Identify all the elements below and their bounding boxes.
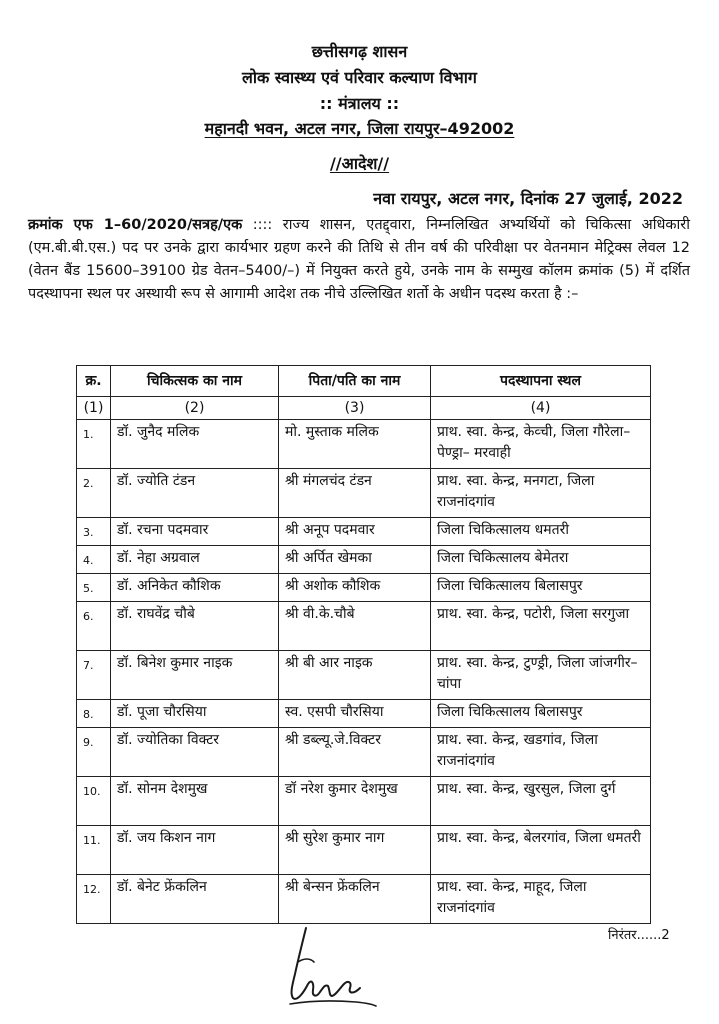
- row-doctor-name: डॉ. पूजा चौरसिया: [111, 700, 279, 728]
- row-parent-name: मो. मुस्ताक मलिक: [279, 420, 431, 469]
- govt-name: छत्तीसगढ़ शासन: [311, 42, 408, 61]
- row-posting: जिला चिकित्सालय बिलासपुर: [431, 700, 651, 728]
- row-parent-name: श्री अनूप पदमवार: [279, 518, 431, 546]
- row-parent-name: श्री बी आर नाइक: [279, 651, 431, 700]
- ministry-label: :: मंत्रालय ::: [319, 94, 400, 113]
- row-sno: 7.: [77, 651, 111, 700]
- row-posting: प्राथ. स्वा. केन्द्र, खडगांव, जिला राजनांदगांव: [431, 728, 651, 777]
- header-doctor-name: चिकित्सक का नाम: [111, 366, 279, 397]
- row-doctor-name: डॉ. ज्योति टंडन: [111, 469, 279, 518]
- row-parent-name: श्री सुरेश कुमार नाग: [279, 826, 431, 875]
- header-parent-name: पिता/पति का नाम: [279, 366, 431, 397]
- table-row: [77, 700, 651, 728]
- colnum-1: (1): [77, 397, 111, 420]
- office-address: महानदी भवन, अटल नगर, जिला रायपुर–492002: [204, 119, 515, 138]
- row-posting: जिला चिकित्सालय बिलासपुर: [431, 574, 651, 602]
- row-doctor-name: डॉ. जय किशन नाग: [111, 826, 279, 875]
- row-sno: 1.: [77, 420, 111, 469]
- order-paragraph: [28, 214, 690, 306]
- colnum-3: (3): [279, 397, 431, 420]
- table-row: [77, 469, 651, 518]
- row-posting: प्राथ. स्वा. केन्द्र, माहूद, जिला राजनांदगांव: [431, 875, 651, 924]
- row-doctor-name: डॉ. जुनैद मलिक: [111, 420, 279, 469]
- header-posting-place: पदस्थापना स्थल: [431, 366, 651, 397]
- continuation-note: निरंतर......2: [608, 928, 670, 943]
- row-sno: 11.: [77, 826, 111, 875]
- row-posting: प्राथ. स्वा. केन्द्र, खुरसुल, जिला दुर्ग: [431, 777, 651, 826]
- row-doctor-name: डॉ. राघवेंद्र चौबे: [111, 602, 279, 651]
- table-row: [77, 875, 651, 924]
- row-sno: 9.: [77, 728, 111, 777]
- row-doctor-name: डॉ. अनिकेत कौशिक: [111, 574, 279, 602]
- row-doctor-name: डॉ. नेहा अग्रवाल: [111, 546, 279, 574]
- row-sno: 4.: [77, 546, 111, 574]
- row-sno: 3.: [77, 518, 111, 546]
- row-doctor-name: डॉ. बिनेश कुमार नाइक: [111, 651, 279, 700]
- table-header-row: [77, 366, 651, 397]
- row-parent-name: डॉ नरेश कुमार देशमुख: [279, 777, 431, 826]
- row-parent-name: श्री बेन्सन फ्रेंकलिन: [279, 875, 431, 924]
- appointment-table: [76, 365, 651, 924]
- department-name: लोक स्वास्थ्य एवं परिवार कल्याण विभाग: [242, 68, 477, 87]
- row-parent-name: श्री अर्पित खेमका: [279, 546, 431, 574]
- table-row: [77, 420, 651, 469]
- row-posting: प्राथ. स्वा. केन्द्र, पटोरी, जिला सरगुजा: [431, 602, 651, 651]
- row-doctor-name: डॉ. रचना पदमवार: [111, 518, 279, 546]
- row-parent-name: श्री अशोक कौशिक: [279, 574, 431, 602]
- table-row: [77, 518, 651, 546]
- table-row: [77, 777, 651, 826]
- row-parent-name: स्व. एसपी चौरसिया: [279, 700, 431, 728]
- row-posting: प्राथ. स्वा. केन्द्र, बेलरगांव, जिला धमतरी: [431, 826, 651, 875]
- row-sno: 5.: [77, 574, 111, 602]
- row-sno: 6.: [77, 602, 111, 651]
- order-date: नवा रायपुर, अटल नगर, दिनांक 27 जुलाई, 2022: [373, 189, 683, 208]
- table-row: [77, 826, 651, 875]
- table-row: [77, 651, 651, 700]
- order-text: :::: राज्य शासन, एतद्द्वारा, निम्नलिखित अभ्यर्थियों को चिकित्सा अधिकारी (एम.बी.बी.एस.) पद पर उनके द्वारा कार्यभार ग्रहण करने की तिथि से तीन वर्ष की परिवीक्षा पर वेतनमान मेट्रिक्स लेवल 12 (वेतन बैंड 15600–39100 ग्रेड वेतन–5400/–) में नियुक्त करते हुये, उनके नाम के सम्मुख कॉलम क्रमांक (5) में दर्शित पदस्थापना स्थल पर अस्थायी रूप से आगामी आदेश तक नीचे उल्लिखित शर्तो के अधीन पदस्थ करता है :–: [28, 217, 690, 302]
- row-doctor-name: डॉ. ज्योतिका विक्टर: [111, 728, 279, 777]
- order-number: क्रमांक एफ 1–60/2020/सत्रह/एक: [28, 217, 243, 233]
- table-row: [77, 574, 651, 602]
- row-sno: 2.: [77, 469, 111, 518]
- row-posting: प्राथ. स्वा. केन्द्र, केव्ची, जिला गौरेला–पेण्ड्रा– मरवाही: [431, 420, 651, 469]
- row-doctor-name: डॉ. बेनेट फ्रेंकलिन: [111, 875, 279, 924]
- colnum-2: (2): [111, 397, 279, 420]
- row-sno: 8.: [77, 700, 111, 728]
- table-row: [77, 546, 651, 574]
- row-parent-name: श्री डब्ल्यू.जे.विक्टर: [279, 728, 431, 777]
- header-sno: क्र.: [77, 366, 111, 397]
- row-sno: 10.: [77, 777, 111, 826]
- colnum-4: (4): [431, 397, 651, 420]
- table-row: [77, 728, 651, 777]
- row-sno: 12.: [77, 875, 111, 924]
- row-posting: प्राथ. स्वा. केन्द्र, टुण्ड्री, जिला जांजगीर–चांपा: [431, 651, 651, 700]
- row-posting: प्राथ. स्वा. केन्द्र, मनगटा, जिला राजनांदगांव: [431, 469, 651, 518]
- row-posting: जिला चिकित्सालय बेमेतरा: [431, 546, 651, 574]
- row-parent-name: श्री मंगलचंद टंडन: [279, 469, 431, 518]
- column-number-row: [77, 397, 651, 420]
- row-parent-name: श्री वी.के.चौबे: [279, 602, 431, 651]
- row-posting: जिला चिकित्सालय धमतरी: [431, 518, 651, 546]
- order-title: //आदेश//: [329, 154, 390, 173]
- table-row: [77, 602, 651, 651]
- row-doctor-name: डॉ. सोनम देशमुख: [111, 777, 279, 826]
- signature-image: [268, 922, 388, 1018]
